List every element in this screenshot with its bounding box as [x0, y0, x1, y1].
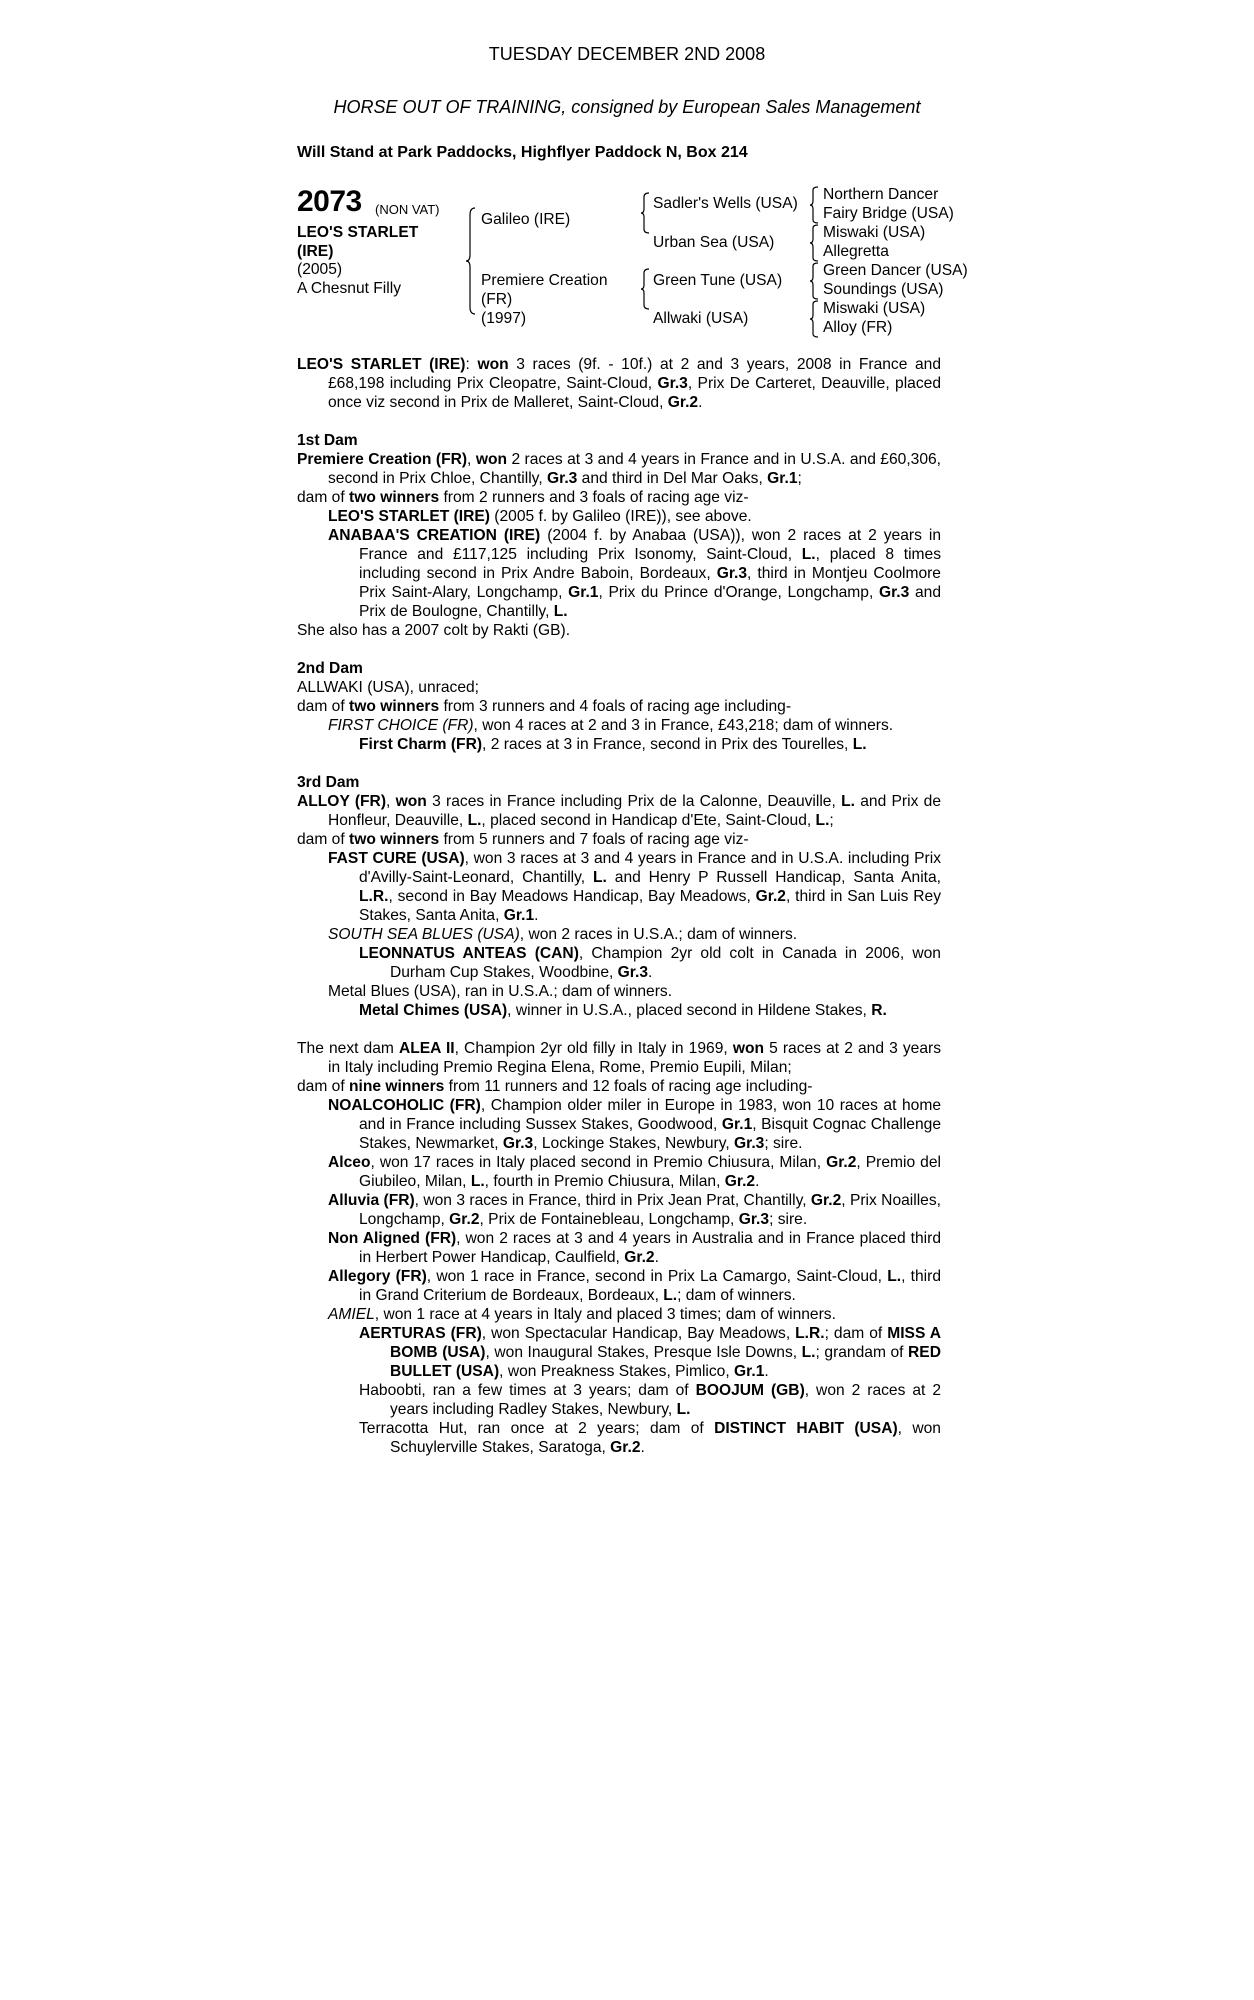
text-run: SOUTH SEA BLUES (USA)	[328, 926, 520, 943]
text-run: , Premio del Giubileo, Milan,	[359, 1154, 941, 1190]
pedigree-brace	[809, 300, 819, 338]
text-run: and third in Del Mar Oaks,	[577, 470, 768, 487]
bold-text: Gr.2	[667, 394, 699, 411]
text-run: and Prix de Honfleur, Deauville,	[328, 793, 941, 829]
consignment-line: HORSE OUT OF TRAINING, consigned by European Sales Management	[333, 97, 921, 117]
third-dam-record	[297, 792, 941, 830]
text-run: (2005 f. by Galileo (IRE)), see above.	[489, 508, 752, 525]
bold-text: Premiere Creation (FR)	[297, 451, 468, 468]
pedigree-g3: Miswaki (USA)	[823, 224, 926, 241]
bold-text: Gr.2	[755, 888, 786, 905]
bold-text: Gr.3	[657, 375, 688, 392]
text-run: , won 2 races at 2 years including Radley Stakes, Newbury,	[390, 1382, 941, 1418]
produce-entry	[297, 1191, 941, 1229]
bold-text: L.	[663, 1287, 678, 1304]
lot-name: LEO'S STARLET (IRE)	[297, 224, 419, 260]
pedigree-dam-sire: Green Tune (USA)	[653, 272, 783, 289]
bold-text: L.	[887, 1268, 902, 1285]
bold-text: two winners	[349, 698, 440, 715]
bold-text: Gr.3	[878, 584, 910, 601]
text-run: , won Inaugural Stakes, Presque Isle Downs,	[485, 1344, 802, 1361]
text-run: , placed second in Handicap d'Ete, Saint-Cloud,	[481, 812, 816, 829]
bold-text: L.	[801, 546, 816, 563]
text-run: , won Schuylerville Stakes, Saratoga,	[390, 1420, 941, 1456]
text-run: .	[654, 1249, 659, 1266]
produce-entry	[297, 1096, 941, 1153]
text-run: 5 races at 2 and 3 years in Italy including Premio Regina Elena, Rome, Premio Eupili, Milan;	[328, 1040, 941, 1076]
text-run: FIRST CHOICE (FR)	[328, 717, 474, 734]
pedigree-sire: Galileo (IRE)	[481, 211, 571, 228]
text-run: , fourth in Premio Chiusura, Milan,	[484, 1173, 725, 1190]
pedigree-sire-sire: Sadler's Wells (USA)	[653, 195, 798, 212]
text-run: 2 races at 3 and 4 years in France and in U.S.A. and £60,306, second in Prix Chloe, Chantilly,	[328, 451, 942, 487]
pedigree-brace	[465, 207, 477, 315]
produce-entry	[297, 1305, 941, 1324]
bold-text: L.	[676, 1401, 691, 1418]
bold-text: LEO'S STARLET (IRE)	[328, 508, 490, 525]
bold-text: Non Aligned (FR)	[328, 1230, 457, 1247]
second-dam-heading: 2nd Dam	[297, 660, 363, 677]
bold-text: two winners	[349, 831, 440, 848]
bold-text: BOOJUM (GB)	[695, 1382, 805, 1399]
text-run: ; dam of	[824, 1325, 888, 1342]
text-run: , won 2 races at 3 and 4 years in Australia and in France placed third in Herbert Power Handicap, Caulfield,	[359, 1230, 941, 1266]
pedigree-dam-country: (FR)	[481, 291, 513, 308]
bold-text: Gr.3	[617, 964, 649, 981]
bold-text: MISS A BOMB (USA)	[390, 1325, 942, 1361]
bold-text: Gr.1	[767, 470, 798, 487]
pedigree-dam	[481, 271, 608, 328]
text-run: .	[764, 1363, 769, 1380]
text-run: from 11 runners and 12 foals of racing age including-	[444, 1078, 813, 1095]
text-run: , Prix Noailles, Longchamp,	[359, 1192, 941, 1228]
produce-entry	[297, 1153, 941, 1191]
text-run: AMIEL	[328, 1306, 375, 1323]
text-run: ;	[829, 812, 834, 829]
bold-text: Gr.3	[547, 470, 578, 487]
bold-text: DISTINCT HABIT (USA)	[714, 1420, 898, 1437]
pedigree-brace	[809, 262, 819, 300]
third-dam-produce	[297, 830, 941, 849]
bold-text: L.R.	[359, 888, 389, 905]
bold-text: AERTURAS (FR)	[359, 1325, 482, 1342]
text-run: (2004 f. by Anabaa (USA)), won 2 races at 2 years in France and £117,125 including Prix Isonomy, Saint-Cloud,	[359, 527, 941, 563]
bold-text: won	[477, 356, 509, 373]
bold-text: Gr.1	[734, 1363, 765, 1380]
lot-number: 2073	[297, 185, 362, 218]
text-run: , Champion older miler in Europe in 1983, won 10 races at home and in France including Sussex Stakes, Goodwood,	[359, 1097, 941, 1133]
race-record	[297, 355, 941, 1457]
produce-entry	[297, 507, 941, 526]
pedigree-g1: Northern Dancer	[823, 186, 939, 203]
produce-entry	[297, 716, 941, 735]
pedigree-g6: Soundings (USA)	[823, 281, 944, 298]
bold-text: L.R.	[795, 1325, 825, 1342]
bold-text: Gr.1	[568, 584, 599, 601]
text-run: , 2 races at 3 in France, second in Prix des Tourelles,	[482, 736, 853, 753]
bold-text: Gr.2	[449, 1211, 480, 1228]
text-run: ; sire.	[764, 1135, 803, 1152]
text-run: , third in Grand Criterium de Bordeaux, Bordeaux,	[359, 1268, 941, 1304]
text-run: dam of	[297, 489, 350, 506]
text-run: , won 1 race at 4 years in Italy and placed 3 times; dam of winners.	[374, 1306, 836, 1323]
text-run: , Prix De Carteret, Deauville, placed once viz second in Prix de Malleret, Saint-Cloud,	[328, 375, 941, 411]
produce-entry: Metal Blues (USA), ran in U.S.A.; dam of winners.	[328, 983, 673, 1000]
text-run: , won 17 races in Italy placed second in Premio Chiusura, Milan,	[370, 1154, 827, 1171]
bold-text: Gr.2	[810, 1192, 842, 1209]
produce-note: She also has a 2007 colt by Rakti (GB).	[297, 622, 571, 639]
pedigree-sire-dam: Urban Sea (USA)	[653, 234, 775, 251]
horse-record	[297, 355, 941, 412]
third-dam-heading: 3rd Dam	[297, 774, 360, 791]
bold-text: L.	[852, 736, 867, 753]
first-dam-record	[297, 450, 941, 488]
pedigree-g8: Alloy (FR)	[823, 319, 893, 336]
produce-entry	[297, 925, 941, 944]
bold-text: L.	[841, 793, 855, 810]
pedigree-brace	[640, 192, 650, 234]
bold-text: Gr.3	[716, 565, 748, 582]
bold-text: L.	[467, 812, 482, 829]
lot-year: (2005)	[297, 261, 343, 278]
text-run: , Champion 2yr old colt in Canada in 2006, won Durham Cup Stakes, Woodbine,	[390, 945, 941, 981]
produce-entry	[297, 735, 941, 754]
text-run: ,	[386, 793, 396, 810]
produce-entry	[297, 1229, 941, 1267]
text-run: .	[534, 907, 539, 924]
second-dam-produce	[297, 697, 941, 716]
text-run: , Prix du Prince d'Orange, Longchamp,	[598, 584, 879, 601]
text-run: .	[755, 1173, 760, 1190]
bold-text: R.	[871, 1002, 887, 1019]
bold-text: NOALCOHOLIC (FR)	[328, 1097, 481, 1114]
text-run: , placed 8 times including second in Prix Andre Baboin, Bordeaux,	[359, 546, 941, 582]
text-run: , third in San Luis Rey Stakes, Santa Anita,	[359, 888, 941, 924]
text-run: from 5 runners and 7 foals of racing age viz-	[439, 831, 749, 848]
bold-text: Gr.1	[721, 1116, 753, 1133]
stand-location: Will Stand at Park Paddocks, Highflyer Paddock N, Box 214	[297, 144, 748, 161]
bold-text: LEO'S STARLET (IRE)	[297, 356, 466, 373]
text-run: Haboobti, ran a few times at 3 years; dam of	[359, 1382, 696, 1399]
bold-text: LEONNATUS ANTEAS (CAN)	[359, 945, 579, 962]
bold-text: nine winners	[349, 1078, 445, 1095]
pedigree-brace	[809, 186, 819, 224]
text-run: ,	[467, 451, 476, 468]
bold-text: ALEA II	[398, 1040, 455, 1057]
bold-text: ALLOY (FR)	[297, 793, 387, 810]
bold-text: won	[475, 451, 508, 468]
text-run: dam of	[297, 1078, 350, 1095]
text-run: from 2 runners and 3 foals of racing age viz-	[439, 489, 749, 506]
text-run: from 3 runners and 4 foals of racing age including-	[439, 698, 792, 715]
first-dam-heading: 1st Dam	[297, 432, 358, 449]
next-dam-produce	[297, 1077, 941, 1096]
text-run: ;	[797, 470, 802, 487]
next-dam-record	[297, 1039, 941, 1077]
pedigree-dam-name: Premiere Creation	[481, 272, 608, 289]
text-run: , Lockinge Stakes, Newbury,	[533, 1135, 734, 1152]
bold-text: RED BULLET (USA)	[390, 1344, 941, 1380]
text-run: ; sire.	[769, 1211, 808, 1228]
text-run: , third in Montjeu Coolmore Prix Saint-Alary, Longchamp,	[359, 565, 941, 601]
bold-text: Gr.2	[610, 1439, 641, 1456]
text-run: ; grandam of	[815, 1344, 909, 1361]
bold-text: L.	[593, 869, 607, 886]
text-run: , won 4 races at 2 and 3 in France, £43,218; dam of winners.	[473, 717, 894, 734]
pedigree-block	[297, 185, 997, 335]
produce-entry	[297, 849, 941, 925]
produce-entry	[297, 526, 941, 621]
bold-text: Alceo	[328, 1154, 371, 1171]
bold-text: won	[732, 1040, 764, 1057]
text-run: dam of	[297, 831, 350, 848]
bold-text: ANABAA'S CREATION (IRE)	[328, 527, 541, 544]
bold-text: L.	[553, 603, 568, 620]
first-dam-produce	[297, 488, 941, 507]
text-run: 3 races (9f. - 10f.) at 2 and 3 years, 2008 in France and £68,198 including Prix Cleopatre, Saint-Cloud,	[328, 356, 942, 392]
second-dam-record: ALLWAKI (USA), unraced;	[297, 679, 479, 696]
pedigree-g4: Allegretta	[823, 243, 889, 260]
text-run: 3 races in France including Prix de la Calonne, Deauville,	[426, 793, 842, 810]
vat-status: (NON VAT)	[375, 202, 440, 217]
bold-text: Allegory (FR)	[328, 1268, 427, 1285]
bold-text: Alluvia (FR)	[328, 1192, 415, 1209]
pedigree-dam-dam: Allwaki (USA)	[653, 310, 749, 327]
text-run: , won 1 race in France, second in Prix La Camargo, Saint-Cloud,	[426, 1268, 888, 1285]
text-run: , won 2 races in U.S.A.; dam of winners.	[519, 926, 798, 943]
text-run: The next dam	[297, 1040, 399, 1057]
text-run: and Henry P Russell Handicap, Santa Anita,	[606, 869, 941, 886]
text-run: .	[648, 964, 653, 981]
text-run: , won Spectacular Handicap, Bay Meadows,	[481, 1325, 796, 1342]
pedigree-g5: Green Dancer (USA)	[823, 262, 968, 279]
text-run: , winner in U.S.A., placed second in Hildene Stakes,	[507, 1002, 872, 1019]
produce-entry	[297, 944, 941, 982]
text-run: and Prix de Boulogne, Chantilly,	[359, 584, 941, 620]
text-run: , Champion 2yr old filly in Italy in 1969,	[454, 1040, 733, 1057]
bold-text: L.	[801, 1344, 816, 1361]
produce-entry	[297, 1419, 941, 1457]
produce-entry	[297, 1381, 941, 1419]
bold-text: First Charm (FR)	[359, 736, 483, 753]
bold-text: Metal Chimes (USA)	[359, 1002, 508, 1019]
text-run: :	[465, 356, 478, 373]
bold-text: L.	[815, 812, 830, 829]
pedigree-dam-year: (1997)	[481, 310, 527, 327]
text-run: , won 3 races in France, third in Prix Jean Prat, Chantilly,	[414, 1192, 811, 1209]
produce-entry	[297, 1267, 941, 1305]
pedigree-brace	[809, 224, 819, 262]
bold-text: Gr.1	[503, 907, 535, 924]
text-run: , Bisquit Cognac Challenge Stakes, Newmarket,	[359, 1116, 941, 1152]
text-run: , second in Bay Meadows Handicap, Bay Meadows,	[388, 888, 756, 905]
bold-text: FAST CURE (USA)	[328, 850, 465, 867]
produce-entry	[297, 1001, 941, 1020]
text-run: .	[640, 1439, 645, 1456]
bold-text: Gr.3	[738, 1211, 770, 1228]
produce-entry	[297, 1324, 941, 1381]
bold-text: Gr.3	[502, 1135, 534, 1152]
text-run: dam of	[297, 698, 350, 715]
pedigree-brace	[640, 268, 650, 310]
pedigree-g2: Fairy Bridge (USA)	[823, 205, 954, 222]
text-run: , Prix de Fontainebleau, Longchamp,	[479, 1211, 739, 1228]
lot-description: A Chesnut Filly	[297, 280, 402, 297]
bold-text: won	[395, 793, 427, 810]
text-run: .	[698, 394, 703, 411]
bold-text: Gr.2	[826, 1154, 857, 1171]
text-run: , won Preakness Stakes, Pimlico,	[499, 1363, 735, 1380]
bold-text: Gr.2	[724, 1173, 756, 1190]
bold-text: two winners	[349, 489, 440, 506]
bold-text: Gr.3	[734, 1135, 765, 1152]
text-run: ; dam of winners.	[677, 1287, 796, 1304]
sale-date: TUESDAY DECEMBER 2ND 2008	[488, 44, 766, 64]
bold-text: L.	[470, 1173, 485, 1190]
text-run: Terracotta Hut, ran once at 2 years; dam of	[359, 1420, 715, 1437]
bold-text: Gr.2	[624, 1249, 655, 1266]
pedigree-g7: Miswaki (USA)	[823, 300, 926, 317]
text-run: , won 3 races at 3 and 4 years in France and in U.S.A. including Prix d'Avilly-Saint-Leonard, Chantilly,	[359, 850, 941, 886]
